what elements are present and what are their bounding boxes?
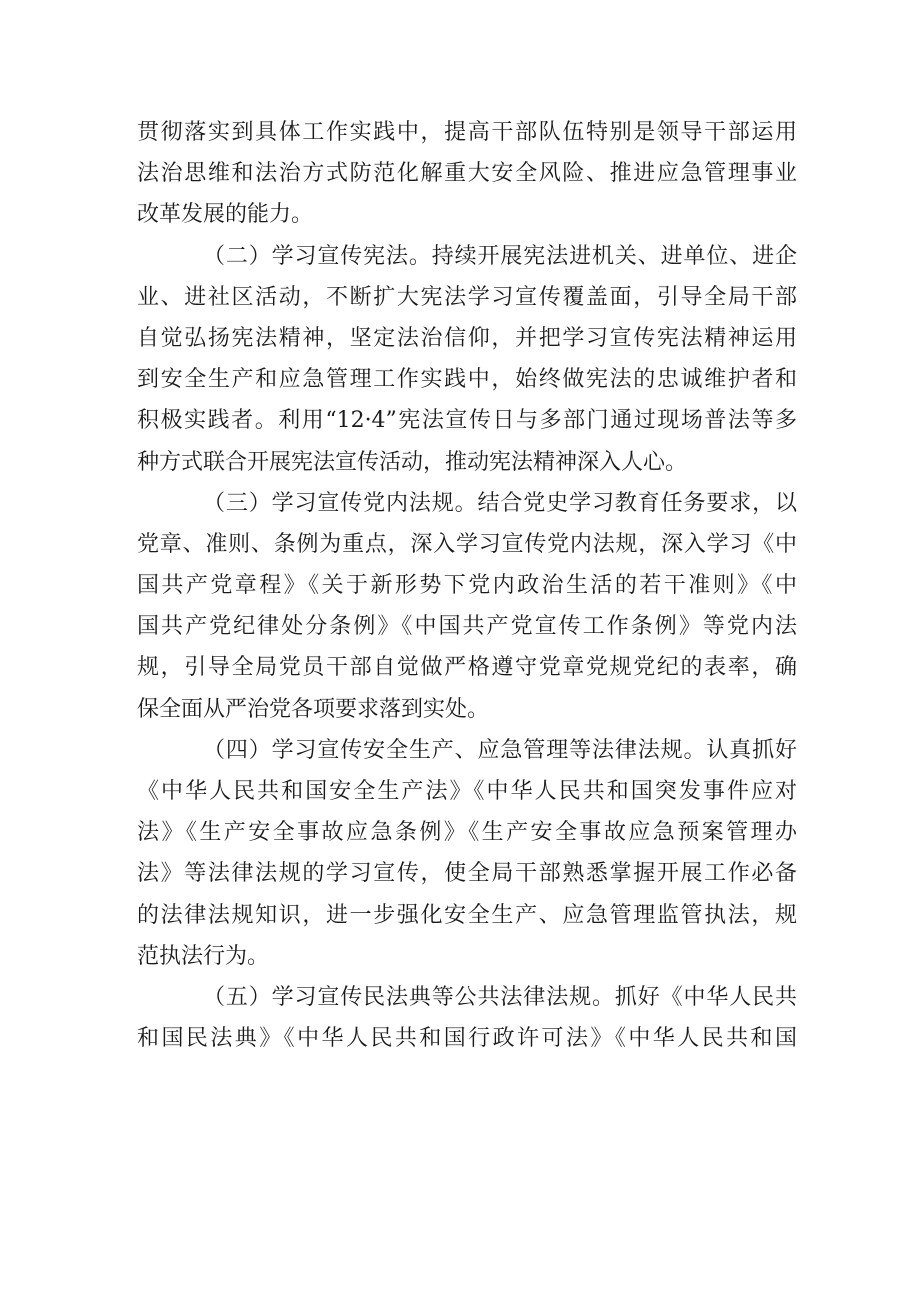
text-line: 范执法行为。 bbox=[137, 943, 270, 969]
body-text bbox=[137, 112, 797, 1059]
text-line: （三）学习宣传党内法规。结合党史学习教育任务要求，以 bbox=[203, 490, 797, 516]
text-line: 国共产党纪律处分条例》《中国共产党宣传工作条例》等党内法 bbox=[137, 614, 797, 640]
text-line: 种方式联合开展宪法宣传活动，推动宪法精神深入人心。 bbox=[137, 449, 688, 475]
text-line: 和国民法典》《中华人民共和国行政许可法》《中华人民共和国 bbox=[137, 1026, 797, 1052]
text-line: 保全面从严治党各项要求落到实处。 bbox=[137, 696, 490, 722]
text-line: 党章、准则、条例为重点，深入学习宣传党内法规，深入学习《中 bbox=[137, 531, 797, 557]
text-line: 积极实践者。利用“12·4”宪法宣传日与多部门通过现场普法等多 bbox=[137, 408, 797, 434]
text-line: 法治思维和法治方式防范化解重大安全风险、推进应急管理事业 bbox=[137, 161, 797, 187]
text-line: 的法律法规知识，进一步强化安全生产、应急管理监管执法，规 bbox=[137, 902, 797, 928]
paragraph-5 bbox=[137, 977, 797, 1059]
paragraph-2 bbox=[137, 236, 797, 483]
paragraph-3 bbox=[137, 483, 797, 730]
paragraph-4 bbox=[137, 730, 797, 977]
text-line: 规，引导全局党员干部自觉做严格遵守党章党规党纪的表率，确 bbox=[137, 655, 797, 681]
text-line: 业、进社区活动，不断扩大宪法学习宣传覆盖面，引导全局干部 bbox=[137, 284, 797, 310]
text-line: 法》《生产安全事故应急条例》《生产安全事故应急预案管理办 bbox=[137, 820, 797, 846]
text-line: 《中华人民共和国安全生产法》《中华人民共和国突发事件应对 bbox=[137, 779, 797, 804]
text-line: 贯彻落实到具体工作实践中，提高干部队伍特别是领导干部运用 bbox=[137, 120, 797, 145]
text-line: （二）学习宣传宪法。持续开展宪法进机关、进单位、进企 bbox=[203, 243, 797, 269]
text-line: 国共产党章程》《关于新形势下党内政治生活的若干准则》《中 bbox=[137, 573, 797, 599]
text-line: 改革发展的能力。 bbox=[137, 202, 314, 228]
text-line: 自觉弘扬宪法精神，坚定法治信仰，并把学习宣传宪法精神运用 bbox=[137, 325, 797, 351]
text-line: （五）学习宣传民法典等公共法律法规。抓好《中华人民共 bbox=[203, 984, 797, 1010]
text-line: 法》等法律法规的学习宣传，使全局干部熟悉掌握开展工作必备 bbox=[137, 861, 797, 887]
paragraph-1 bbox=[137, 112, 797, 236]
text-line: 到安全生产和应急管理工作实践中，始终做宪法的忠诚维护者和 bbox=[137, 367, 797, 393]
text-line: （四）学习宣传安全生产、应急管理等法律法规。认真抓好 bbox=[203, 737, 797, 763]
